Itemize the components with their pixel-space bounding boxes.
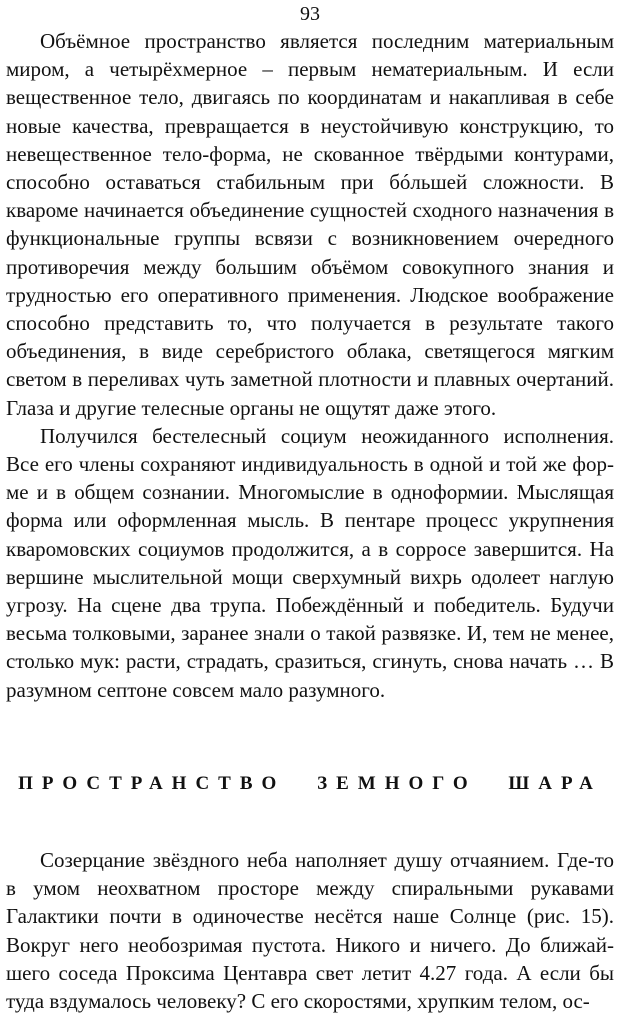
heading-word: ЗЕМНОГО (317, 773, 477, 794)
heading-word: ШАРА (508, 773, 602, 794)
paragraph: Получился бестелесный социум неожиданного исполнения. Все его члены сохраняют индивидуальность в одной и той же форме и в общем сознании. Многомыслие в одноформии. Мыслящая форма или оформленная мысль. В пентаре процесс укрупнения кваромовских социумов продолжится, а в сорросе завершится. На вершине мыслительной мощи сверхумный вихрь одолеет наглую угрозу. На сцене два трупа. Побеждённый и победитель. Будучи весьма толковыми, заранее знали о такой развязке. И, тем не менее, столько мук: расти, страдать, сразиться, сгинуть, снова начать … В разумном септоне совсем мало разумного. (6, 423, 614, 702)
page-number: 93 (300, 3, 320, 25)
heading-word: ПРОСТРАНСТВО (18, 773, 286, 794)
paragraph: Созерцание звёздного неба наполняет душу отчаянием. Где-то в умом неохватном просторе между спиральными рукавами Галактики почти в одиночестве несётся наше Солнце (рис. 15). Вокруг него необозримая пустота. Никого и ничего. До ближайшего соседа Проксима Центавра свет летит 4.27 года. А если бы туда вздумалось человеку? С его скоростями, хрупким телом, ос- (6, 848, 614, 1014)
paragraph: Объёмное пространство является последним материальным миром, а четырёхмерное – первым нематериальным. И если вещественное тело, двигаясь по координатам и накапливая в себе новые качества, превращается в неустойчивую конструкцию, то невещественное тело-форма, не скованное твёрдыми контурами, способно оставаться стабильным при бóльшей сложности. В квароме начинается объединение сущностей сходного назначения в функциональные группы всвязи с возникновением очередного противоречия между большим объёмом совокупного знания и трудностью его оперативного применения. Людское воображение способно представить то, что получается в результате такого объединения, в виде серебристого облака, светящегося мягким светом в переливах чуть заметной плотности и плавных очертаний. Глаза и другие телесные органы не ощутят даже этого. (6, 29, 614, 420)
text-block-top (6, 27, 614, 704)
section-heading (0, 771, 620, 797)
text-block-bottom (6, 846, 614, 1015)
